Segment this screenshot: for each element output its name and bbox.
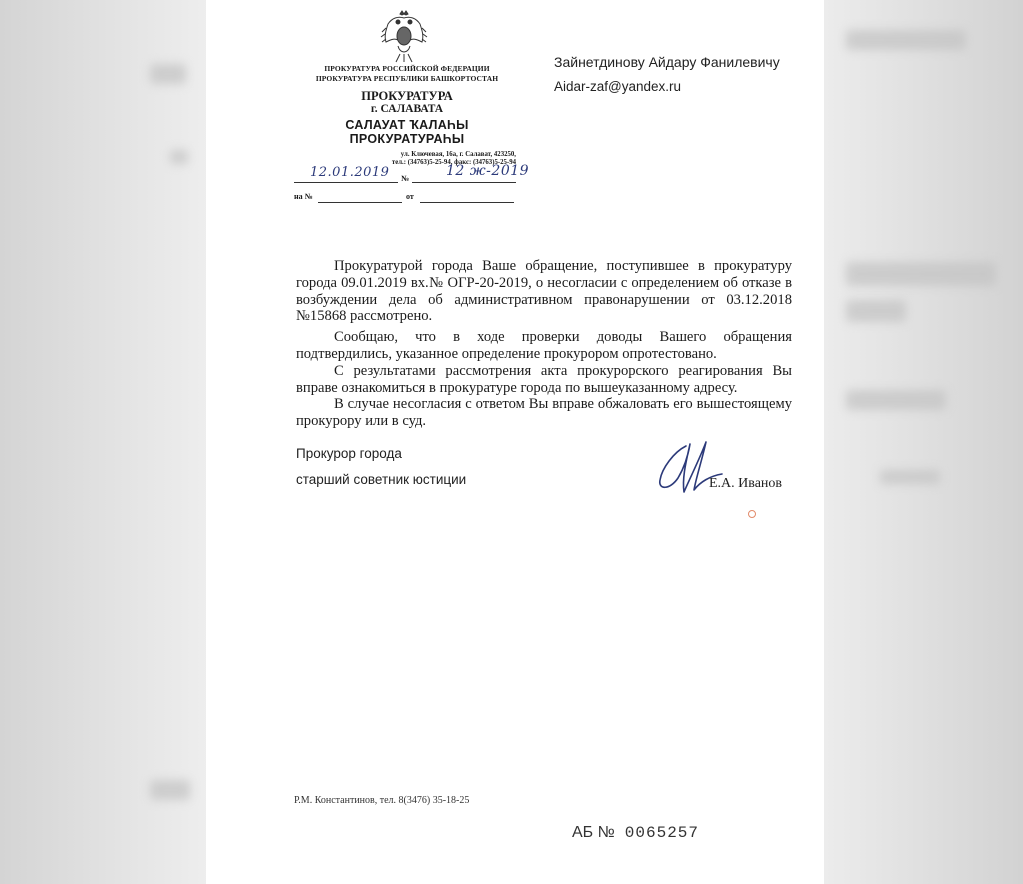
executor-note: Р.М. Константинов, тел. 8(3476) 35-18-25 — [294, 795, 470, 806]
background-right — [823, 0, 1023, 884]
recipient-email: Aidar-zaf@yandex.ru — [554, 79, 682, 94]
letterhead-line-2: ПРОКУРАТУРА РЕСПУБЛИКИ БАШКОРТОСТАН — [315, 74, 499, 83]
letterhead-title-3: САЛАУАТ ҠАЛАҺЫ — [345, 118, 469, 132]
background-blur — [846, 300, 906, 322]
ink-dot — [748, 510, 756, 518]
background-blur — [846, 390, 946, 410]
ref-from-label: от — [406, 192, 414, 201]
signer-position-1: Прокурор города — [296, 446, 402, 461]
body-paragraph-4: В случае несогласия с ответом Вы вправе обжаловать его вышестоящему прокурору или в суд. — [296, 396, 792, 430]
letterhead-line-1: ПРОКУРАТУРА РОССИЙСКОЙ ФЕДЕРАЦИИ — [324, 64, 490, 73]
serial-number: 0065257 — [624, 824, 699, 842]
reg-no: 12 ж-2019 — [446, 163, 530, 179]
serial-label: АБ № — [572, 824, 615, 841]
background-blur — [880, 470, 940, 484]
background-blur — [170, 150, 188, 164]
form-serial — [572, 824, 699, 842]
ref-no-line — [318, 190, 402, 203]
signer-name: Е.А. Иванов — [709, 476, 783, 491]
letterhead-title-2: г. САЛАВАТА — [370, 103, 444, 115]
letter-body — [296, 258, 792, 430]
letterhead-address-2: тел.: (34763)5-25-94, факс: (34763)5-25-94 — [391, 159, 516, 166]
reg-date: 12.01.2019 — [310, 165, 390, 180]
letterhead-address-1: ул. Ключевая, 16а, г. Салават, 423250, — [400, 151, 516, 158]
coat-of-arms-icon — [380, 10, 428, 64]
body-paragraph-2: Сообщаю, что в ходе проверки доводы Вашего обращения подтвердились, указанное определение прокурором опротестовано. — [296, 329, 792, 362]
background-blur — [150, 64, 186, 84]
reg-no-label: № — [401, 174, 410, 183]
ref-date-line — [420, 190, 514, 203]
document-page — [206, 0, 824, 884]
body-paragraph-1: Прокуратурой города Ваше обращение, поступившее в прокуратуру города 09.01.2019 вх.№ ОГР-20-2019, о несогласии с определением об отказе в возбуждении дела об административном правонарушении от 03.12.2018 №15868 рассмотрено. — [296, 258, 792, 325]
recipient-name: Зайнетдинову Айдару Фанилевичу — [554, 54, 780, 70]
body-paragraph-3: С результатами рассмотрения акта прокурорского реагирования Вы вправе ознакомиться в прокуратуре города по вышеуказанному адресу. — [296, 362, 792, 396]
ref-label: на № — [294, 192, 313, 201]
letterhead-title-1: ПРОКУРАТУРА — [361, 89, 453, 103]
background-left — [0, 0, 210, 884]
signer-position-2: старший советник юстиции — [296, 472, 467, 487]
letterhead-title-4: ПРОКУРАТУРАҺЫ — [349, 132, 465, 146]
background-blur — [150, 780, 190, 800]
background-blur — [846, 30, 966, 50]
background-blur — [846, 262, 996, 286]
